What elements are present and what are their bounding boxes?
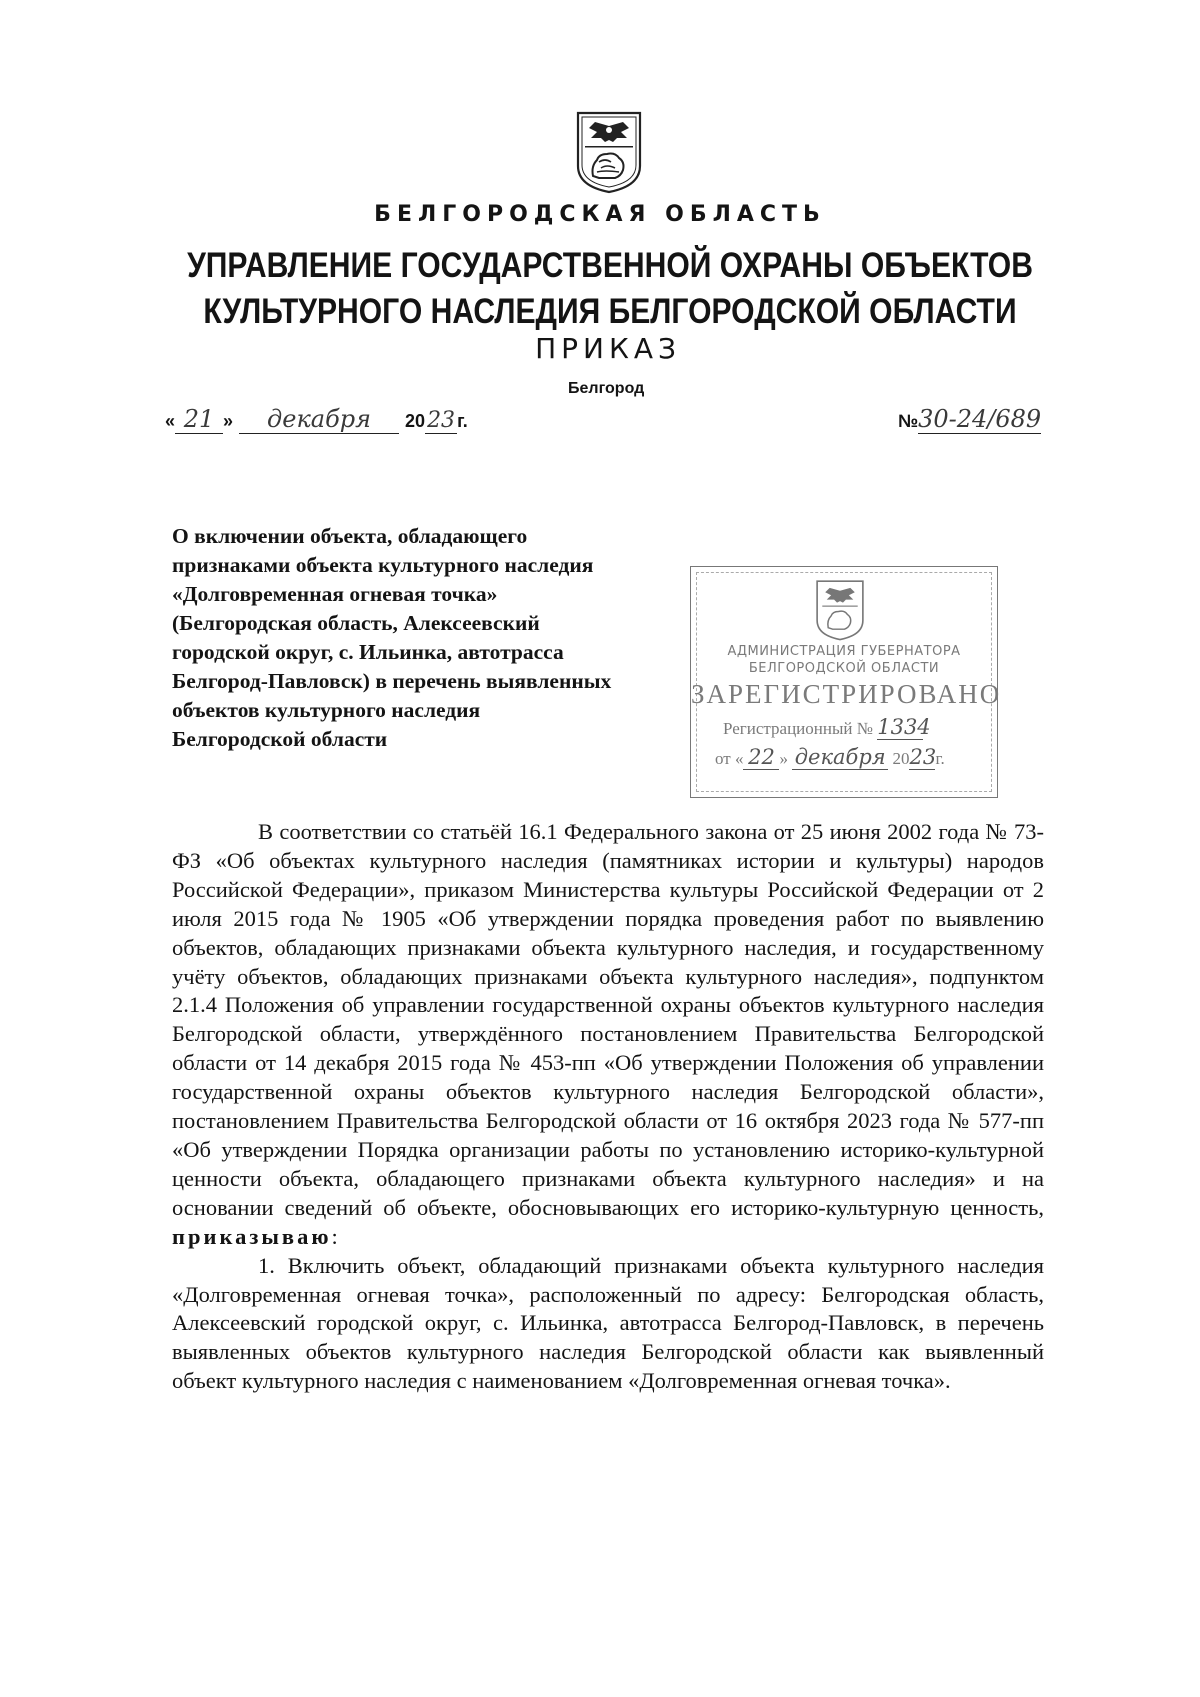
city: Белгород xyxy=(568,380,645,397)
stamp-org-line2: БЕЛГОРОДСКОЙ ОБЛАСТИ xyxy=(748,661,940,676)
stamp-date-day: 22 xyxy=(743,745,779,770)
date-month: декабря xyxy=(239,405,399,434)
body-paragraph-1-text: В соответствии со статьёй 16.1 Федерального закона от 25 июня 2002 года № 73-ФЗ «Об объектах культурного наследия (памятниках истории и культуры) народов Российской Федерации», приказом Министерства культуры Российской Федерации от 2 июля 2015 года № 1905 «Об утверждении порядка проведения работ по выявлению объектов, обладающих признаками объекта культурного наследия, и государственному учёту объектов, обладающих признаками объекта культурного наследия», подпунктом 2.1.4 Положения об управлении государственной охраны объектов культурного наследия Белгородской области, утверждённого постановлением Правительства Белгородской области от 14 декабря 2015 года № 453-пп «Об утверждении Положения об управлении государственной охраны объектов культурного наследия Белгородской области», постановлением Правительства Белгородской области от 16 октября 2023 года № 577-пп «Об утверждении Порядка организации работы по установлению историко-культурной ценности объекта, обладающего признаками объекта культурного наследия» и на основании сведений об объекте, обосновывающих его историко-культурную ценность, xyxy=(172,819,1044,1220)
stamp-date-month: декабря xyxy=(792,745,888,770)
agency-name xyxy=(85,243,1134,335)
stamp-date xyxy=(715,745,945,770)
stamp-reg-label: Регистрационный № xyxy=(723,719,873,738)
agency-name-line2: КУЛЬТУРНОГО НАСЛЕДИЯ БЕЛГОРОДСКОЙ ОБЛАСТИ xyxy=(203,292,1017,331)
order-word: приказываю xyxy=(172,1223,332,1249)
region-name: БЕЛГОРОДСКАЯ ОБЛАСТЬ xyxy=(374,202,826,227)
registration-stamp xyxy=(690,566,1002,798)
order-number xyxy=(898,405,1041,434)
date-year-prefix: 20 xyxy=(405,411,426,431)
stamp-date-year-suffix: 23 xyxy=(909,745,937,769)
stamp-registration-number xyxy=(723,715,931,740)
date-close-quote: » xyxy=(223,411,234,431)
number-value: 30-24/689 xyxy=(918,405,1042,433)
stamp-emblem-icon xyxy=(813,579,867,641)
date-year-unit: г. xyxy=(457,411,468,431)
number-sign: № xyxy=(898,411,919,431)
stamp-status: ЗАРЕГИСТРИРОВАНО xyxy=(691,679,1002,709)
stamp-org-line1: АДМИНИСТРАЦИЯ ГУБЕРНАТОРА xyxy=(727,644,961,659)
document-type: ПРИКАЗ xyxy=(535,332,681,365)
date-day: 21 xyxy=(175,405,223,434)
order-body xyxy=(172,818,1044,1396)
body-paragraph-2: 1. Включить объект, обладающий признаками объекта культурного наследия «Долговременная огневая точка», расположенный по адресу: Белгородская область, Алексеевский городской округ, с. Ильинка, автотрасса Белгород-Павловск, в перечень выявленных объектов культурного наследия Белгородской области как выявленный объект культурного наследия с наименованием «Долговременная огневая точка». xyxy=(172,1252,1044,1394)
stamp-organization xyxy=(691,643,997,677)
stamp-date-year-prefix: 20 xyxy=(892,749,910,768)
agency-name-line1: УПРАВЛЕНИЕ ГОСУДАРСТВЕННОЙ ОХРАНЫ ОБЪЕКТОВ xyxy=(187,246,1033,285)
stamp-date-mid: » xyxy=(779,749,788,768)
stamp-reg-value: 1334 xyxy=(877,715,931,739)
stamp-date-year-unit: г. xyxy=(935,749,945,768)
body-paragraph-1 xyxy=(172,818,1044,1252)
stamp-date-prefix: от « xyxy=(715,749,744,768)
order-subject: О включении объекта, обладающего признаками объекта культурного наследия «Долговременная огневая точка» (Белгородская область, Алексеевский городской округ, с. Ильинка, автотрасса Белгород-Павловск) в перечень выявленных объектов культурного наследия Белгородской области xyxy=(172,524,612,751)
date-open-quote: « xyxy=(165,411,176,431)
coat-of-arms-icon xyxy=(575,110,643,194)
order-date xyxy=(165,405,468,439)
order-colon: : xyxy=(331,1223,338,1249)
date-year-suffix: 23 xyxy=(427,408,456,433)
